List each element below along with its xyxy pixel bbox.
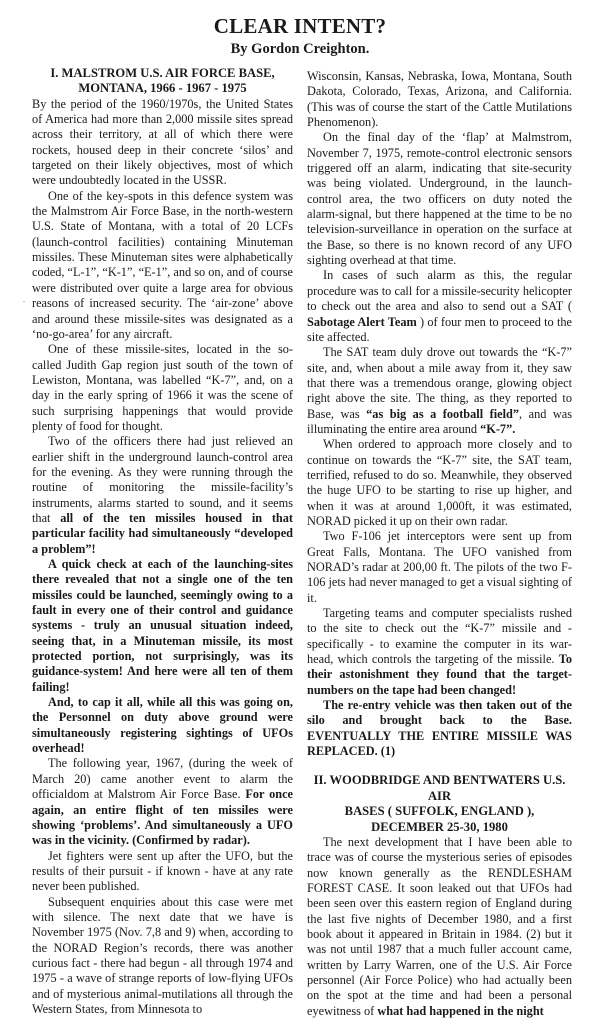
paragraph: Subsequent enquiries about this case were met with silence. The next date that we have is November 1975 (Nov. 7,8 and 9) when, according to the NORAD Region’s records, there was another curious fact - there had begun - all through 1974 and 1975 - a wave of strange reports of low-flying UFOs and of mysterious animal-mutilations all through the Western States, from Minnesota to [32,894,293,1016]
paragraph-text: The next development that I have been able to trace was of course the mysterious series of episodes now known generally as the RENDLESHAM FOREST CASE. It soon leaked out that UFOs had been seen over this eastern region of England during the last five nights of December 1980, and a first book about it appeared in Britain in 1984. (2) but it was not until 1987 that a much fuller account came, written by Larry Warren, one of the U.S. Air Force personnel (Air Force Police) who had actually been on the spot at the time and had been a personal eyewitness of [307,834,572,1018]
paragraph-text: In cases of such alarm as this, the regular procedure was to call for a missile-security helicopter to check out the area and also to send out a SAT ( [307,268,572,314]
paragraph [307,835,572,1019]
paragraph [32,756,293,848]
section-1-heading-line-2: MONTANA, 1966 - 1967 - 1975 [78,81,247,96]
emphasis-text: what had happened in the night [377,1003,544,1018]
emphasis-text: “K-7”. [480,421,516,436]
paragraph [307,345,572,437]
paragraph: Jet fighters were sent up after the UFO, but the results of their pursuit - if known - have at any rate never been published. [32,848,293,894]
emphasis-text: And, to cap it all, while all this was going on, the Personnel on duty above ground were simultaneously registering sightings of UFOs overhead! [32,695,293,756]
paragraph: When ordered to approach more closely and to continue on towards the “K-7” site, the SAT team, terrified, refused to do so. Meanwhile, they observed the huge UFO to be starting to rise up higher, and when it was at around 1,000ft, it was estimated, NORAD picked it up on their own radar. [307,437,572,528]
paragraph: On the final day of the ‘flap’ at Malmstrom, November 7, 1975, remote-control electronic sensors triggered off an alarm, indicating that site-security was being violated. Underground, in the launch-control area, the two officers on duty noted the alarm-signal, but there happened at the time to be no television-surveillance in operation on the surface at the Base, so there is no known record of any UFO sighting overhead at that time. [307,130,572,268]
section-2-heading-line-1: II. WOODBRIDGE AND BENTWATERS U.S. AIR [313,773,566,803]
paragraph: By the period of the 1960/1970s, the United States of America had more than 2,000 missile sites spread across their territory, at all of which there were rockets, housed deep in their concrete ‘silos’ and targeted on their likely objectives, most of which were undoubtedly located in the USSR. [32,96,293,188]
article-byline: By Gordon Creighton. [230,41,370,57]
emphasis-text: Sabotage Alert Team [307,314,417,329]
paragraph: Two F-106 jet interceptors were sent up from Great Falls, Montana. The UFO vanished from NORAD’s radar at 200,00 ft. The pilots of the two F-106 jets had never managed to get a visual sighting of it. [307,529,573,605]
section-2-heading [307,773,572,834]
emphasis-text: “as big as a football field” [366,406,520,421]
section-1-heading-line-1: I. MALSTROM U.S. AIR FORCE BASE, [50,66,275,80]
paragraph [307,606,572,698]
section-2-heading-line-3: DECEMBER 25-30, 1980 [371,819,508,834]
article-title: CLEAR INTENT? [213,14,387,38]
emphasis-text: To their astonishment they found that the target-numbers on the tape had been changed! [307,652,572,697]
paragraph-text: Targeting teams and computer specialists rushed to the site to check out the “K-7” missile and - specifically - to examine the computer in its war-head, which controls the targeting of the missile. [307,606,572,667]
paragraph: One of the key-spots in this defence system was the Malmstrom Air Force Base, in the north-western U.S. State of Montana, with a total of 20 LCFs (launch-control facilities) containing Minuteman missiles. These Minuteman sites were alphabetically coded, “L-1”, “K-1”, “E-1”, and so on, and of course were distributed over quite a large area for obvious reasons of increased security. The ‘air-zone’ above and around these missile-sites was designated as a ‘no-go-area’ for any aircraft. [32,188,293,341]
section-1-heading [32,66,293,97]
paragraph-text: Two of the officers there had just relieved an earlier shift in the underground launch-control area for the evening. As they were running through the routine of monitoring the missile-facility’s instruments, alarms started to sound, and it seems that [32,434,293,525]
paragraph: Wisconsin, Kansas, Nebraska, Iowa, Montana, South Dakota, Colorado, Texas, Arizona, and California. (This was of course the start of the Cattle Mutilations Phenomenon). [307,69,572,130]
paragraph [307,268,572,345]
paragraph-text: The following year, 1967, (during the week of March 20) came another event to alarm the officialdom at Malstrom Air Force Base. [32,756,293,802]
left-column [32,66,293,1017]
right-column [307,69,572,1019]
paragraph-text: The SAT team duly drove out towards the “K-7” site, and, when about a mile away from it, they saw that there was a tremendous orange, glowing object right above the site. The thing, as they reported to Base, was [307,345,572,421]
emphasis-text: A quick check at each of the launching-sites there revealed that not a single one of the ten missiles could be launched, seemingly owing to a fault in every one of their control and guidance systems - truly an unusual situation indeed, seeing that, in a Minuteman missile, its most protected portion, not surprisingly, was its guidance-system! And here were all ten of them failing! [32,557,293,694]
paragraph-text: , and was illuminating the entire area around [307,406,573,436]
paragraph-text: ) of four men to proceed to the site affected. [307,314,572,344]
section-2-heading-line-2: BASES ( SUFFOLK, ENGLAND ), [344,804,535,819]
emphasis-text: For once again, an entire flight of ten missiles were showing ‘problems’. And simultaneously a UFO was in the vicinity. (Confirmed by radar). [32,787,293,848]
paragraph [32,557,293,695]
paragraph [32,695,293,756]
paragraph [32,434,293,557]
scan-speck: . [23,295,25,304]
emphasis-text: all of the ten missiles housed in that particular facility had simultaneously “developed a problem”! [32,510,293,556]
paragraph [307,698,572,759]
emphasis-text: The re-entry vehicle was then taken out of the silo and brought back to the Base. EVENTUALLY THE ENTIRE MISSILE WAS REPLACED. (1) [307,698,572,759]
paragraph: One of these missile-sites, located in the so-called Judith Gap region just south of the town of Lewiston, Montana, was labelled “K-7”, and, on a day in the early spring of 1966 it was the scene of such surprising happenings that would provide plenty of food for thought. [32,342,293,433]
